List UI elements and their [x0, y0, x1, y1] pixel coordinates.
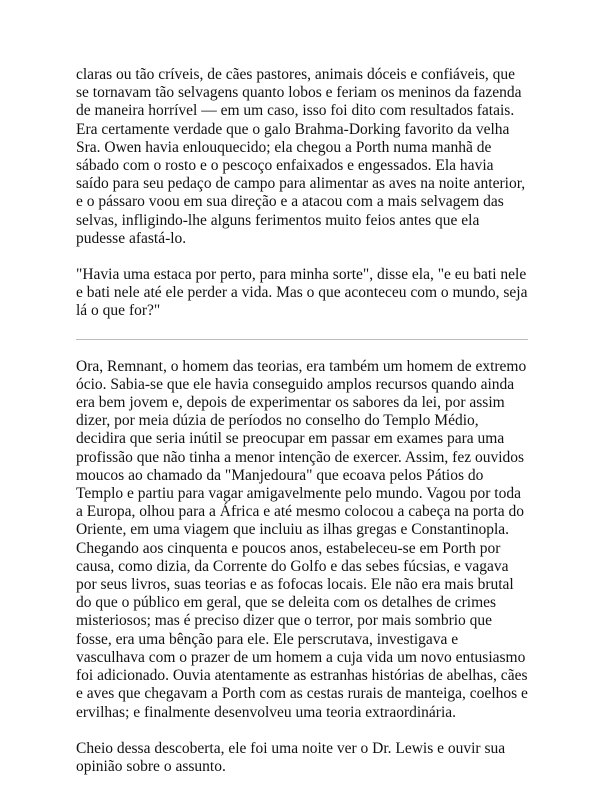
paragraph-remnant-theories: Ora, Remnant, o homem das teorias, era também um homem de extremo ócio. Sabia-se que ele havia conseguido amplos recursos quando ainda era bem jovem e, depois de experimentar os sabores da lei, por assim dizer, por meia dúzia de períodos no conselho do Templo Médio, decidira que seria inútil se preocupar em passar em exames para uma profissão que não tinha a menor intenção de exercer. Assim, fez ouvidos moucos ao chamado da "Manjedoura" que ecoava pelos Pátios do Templo e partiu para vagar amigavelmente pelo mundo. Vagou por toda a Europa, olhou para a África e até mesmo colocou a cabeça na porta do Oriente, em uma viagem que incluiu as ilhas gregas e Constantinopla. Chegando aos cinquenta e poucos anos, estabeleceu-se em Porth por causa, como dizia, da Corrente do Golfo e das sebes fúcsias, e vagava por seus livros, suas teorias e as fofocas locais. Ele não era mais brutal do que o público em geral, que se deleita com os detalhes de crimes misteriosos; mas é preciso dizer que o terror, por mais sombrio que fosse, era uma bênção para ele. Ele perscrutava, investigava e vasculhava com o prazer de um homem a cuja vida um novo entusiasmo foi adicionado. Ouvia atentamente as estranhas histórias de abelhas, cães e aves que chegavam a Porth com as cestas rurais de manteiga, coelhos e ervilhas; e finalmente desenvolveu uma teoria extraordinária. [76, 357, 528, 721]
paragraph-dr-lewis-visit: Cheio dessa descoberta, ele foi uma noite ver o Dr. Lewis e ouvir sua opinião sobre o assunto. [76, 739, 506, 775]
paragraph-dogs-and-rooster: claras ou tão críveis, de cães pastores, animais dóceis e confiáveis, que se tornavam tão selvagens quanto lobos e feriam os meninos da fazenda de maneira horrível — em um caso, isso foi dito com resultados fatais. Era certamente verdade que o galo Brahma-Dorking favorito da velha Sra. Owen havia enlouquecido; ela chegou a Porth numa manhã de sábado com o rosto e o pescoço enfaixados e engessados. Ela havia saído para seu pedaço de campo para alimentar as aves na noite anterior, e o pássaro voou em sua direção e a atacou com a mais selvagem das selvas, infligindo-lhe alguns ferimentos muito feios antes que ela pudesse afastá-lo. [76, 66, 526, 247]
section-divider [76, 339, 528, 340]
paragraph-mrs-owen-quote: "Havia uma estaca por perto, para minha sorte", disse ela, "e eu bati nele e bati nele até ele perder a vida. Mas o que aconteceu com o mundo, seja lá o que for?" [76, 266, 528, 320]
document-page [76, 66, 528, 794]
